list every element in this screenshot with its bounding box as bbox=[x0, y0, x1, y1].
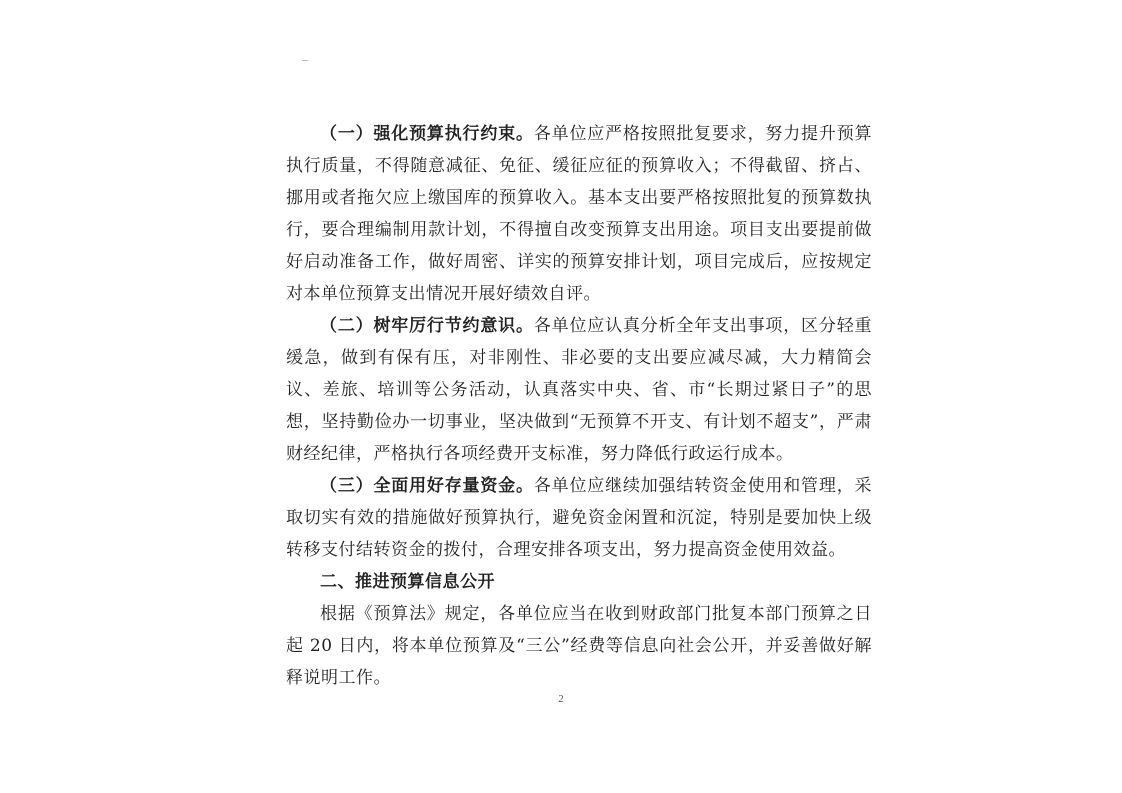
paragraph-heading: （二）树牢厉行节约意识。 bbox=[320, 316, 534, 336]
document-body bbox=[286, 118, 872, 694]
paragraph-text: 各单位应严格按照批复要求，努力提升预算执行质量，不得随意减征、免征、缓征应征的预算收入；不得截留、挤占、挪用或者拖欠应上缴国库的预算收入。基本支出要严格按照批复的预算数执行，要合理编制用款计划，不得擅自改变预算支出用途。项目支出要提前做好启动准备工作，做好周密、详实的预算安排计划，项目完成后，应按规定对本单位预算支出情况开展好绩效自评。 bbox=[286, 124, 873, 304]
paragraph-frugality bbox=[286, 310, 872, 470]
paragraph-text: 各单位应继续加强结转资金使用和管理，采取切实有效的措施做好预算执行，避免资金闲置和沉淀，特别是要加快上级转移支付结转资金的拨付，合理安排各项支出，努力提高资金使用效益。 bbox=[286, 476, 873, 560]
paragraph-existing-funds bbox=[286, 470, 872, 566]
section-title: 二、推进预算信息公开 bbox=[320, 572, 495, 592]
paragraph-heading: （三）全面用好存量资金。 bbox=[320, 476, 534, 496]
paragraph-text: 各单位应认真分析全年支出事项，区分轻重缓急，做到有保有压，对非刚性、非必要的支出要应减尽减，大力精简会议、差旅、培训等公务活动，认真落实中央、省、市“长期过紧日子”的思想，坚持勤俭办一切事业，坚决做到“无预算不开支、有计划不超支”，严肃财经纪律，严格执行各项经费开支标准，努力降低行政运行成本。 bbox=[286, 316, 873, 464]
paragraph-budget-execution bbox=[286, 118, 872, 310]
page-number: 2 bbox=[558, 693, 564, 705]
paragraph-heading: （一）强化预算执行约束。 bbox=[320, 124, 534, 144]
scan-artifact bbox=[302, 60, 308, 61]
paragraph-disclosure: 根据《预算法》规定，各单位应当在收到财政部门批复本部门预算之日起 20 日内，将本单位预算及“三公”经费等信息向社会公开，并妥善做好解释说明工作。 bbox=[286, 604, 872, 688]
